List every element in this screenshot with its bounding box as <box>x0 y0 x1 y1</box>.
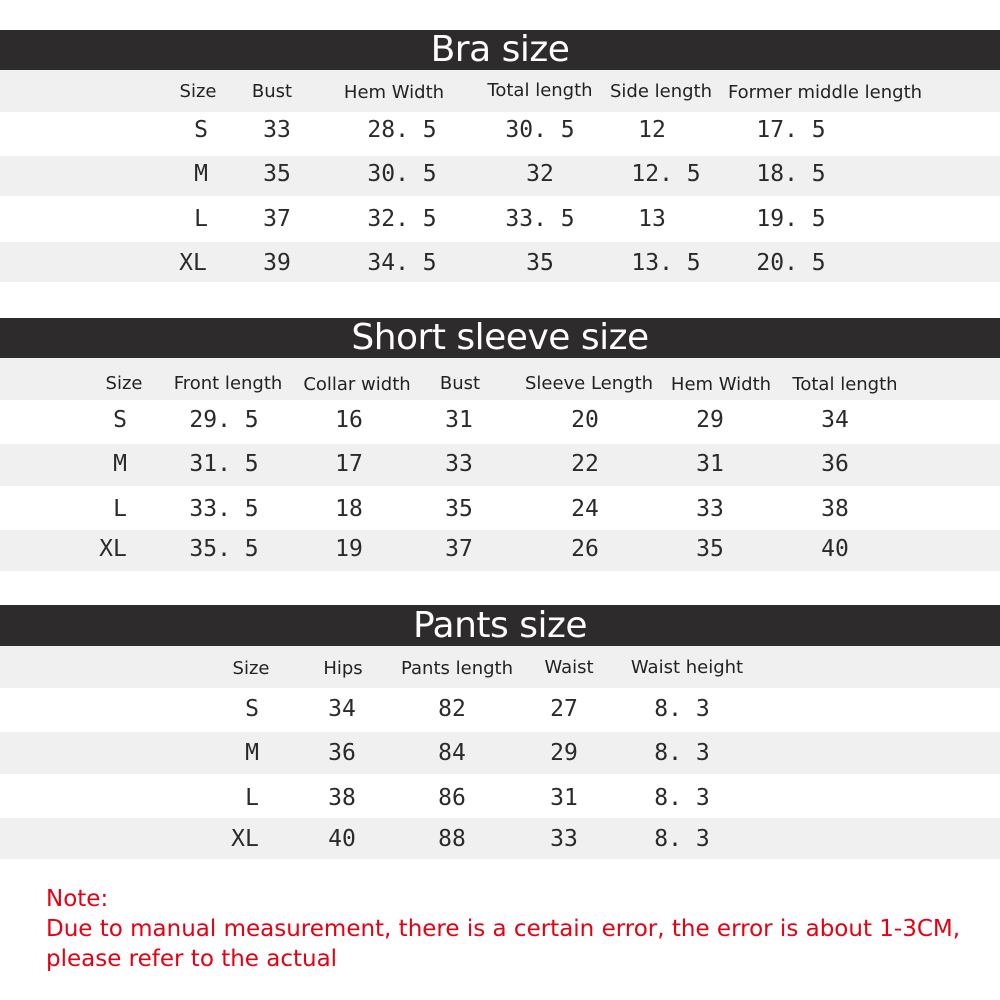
table-cell: 84 <box>438 740 466 766</box>
row-band <box>0 242 1000 282</box>
table-cell: 32. 5 <box>367 206 437 232</box>
table-cell: 33. 5 <box>505 206 575 232</box>
table-cell: 34 <box>328 696 356 722</box>
column-header: Collar width <box>303 374 411 395</box>
column-header: Waist <box>544 657 594 678</box>
table-cell: M <box>245 740 259 766</box>
column-header: Waist height <box>630 657 744 678</box>
table-cell: 8. 3 <box>654 785 710 811</box>
table-cell: L <box>113 496 127 522</box>
table-cell: 20 <box>571 407 599 433</box>
note-line: Due to manual measurement, there is a certain error, the error is about 1-3CM, <box>46 916 961 942</box>
table-cell: XL <box>99 536 127 562</box>
table-cell: M <box>113 451 127 477</box>
column-header: Total length <box>792 374 898 395</box>
table-cell: 35 <box>526 250 554 276</box>
table-cell: 37 <box>445 536 473 562</box>
table-cell: XL <box>231 826 259 852</box>
table-cell: 36 <box>821 451 849 477</box>
column-header: Total length <box>487 80 593 101</box>
row-band <box>0 444 1000 486</box>
table-cell: S <box>194 117 208 143</box>
table-cell: 33 <box>445 451 473 477</box>
column-header: Bust <box>439 373 481 394</box>
column-header: Side length <box>609 81 713 102</box>
table-cell: 29 <box>550 740 578 766</box>
table-cell: 27 <box>550 696 578 722</box>
table-cell: 18. 5 <box>756 161 826 187</box>
table-cell: 12. 5 <box>631 161 701 187</box>
table-cell: L <box>245 785 259 811</box>
table-cell: 24 <box>571 496 599 522</box>
table-cell: 35. 5 <box>189 536 259 562</box>
column-header: Hips <box>323 658 363 679</box>
measurement-note <box>46 884 966 974</box>
table-cell: 13. 5 <box>631 250 701 276</box>
table-cell: 16 <box>335 407 363 433</box>
table-cell: XL <box>179 250 207 276</box>
row-band <box>0 530 1000 571</box>
table-cell: 34. 5 <box>367 250 437 276</box>
table-cell: 31. 5 <box>189 451 259 477</box>
row-band <box>0 732 1000 774</box>
table-cell: 40 <box>328 826 356 852</box>
table-cell: 17. 5 <box>756 117 826 143</box>
table-cell: 86 <box>438 785 466 811</box>
table-cell: 20. 5 <box>756 250 826 276</box>
table-cell: 13 <box>638 206 666 232</box>
column-header: Size <box>232 658 270 679</box>
table-cell: 35 <box>696 536 724 562</box>
column-header: Hem Width <box>343 82 445 103</box>
table-cell: 31 <box>696 451 724 477</box>
table-cell: 33 <box>550 826 578 852</box>
table-cell: 35 <box>445 496 473 522</box>
table-cell: 17 <box>335 451 363 477</box>
table-cell: 22 <box>571 451 599 477</box>
table-cell: 32 <box>526 161 554 187</box>
column-header: Front length <box>173 373 283 394</box>
table-cell: 18 <box>335 496 363 522</box>
table-cell: 8. 3 <box>654 826 710 852</box>
table-cell: 8. 3 <box>654 696 710 722</box>
table-title: Pants size <box>0 605 1000 646</box>
table-cell: 26 <box>571 536 599 562</box>
table-cell: 35 <box>263 161 291 187</box>
column-header: Former middle length <box>727 82 923 103</box>
table-cell: 82 <box>438 696 466 722</box>
table-cell: 34 <box>821 407 849 433</box>
table-cell: L <box>194 206 208 232</box>
table-cell: 38 <box>821 496 849 522</box>
table-cell: S <box>113 407 127 433</box>
table-cell: 38 <box>328 785 356 811</box>
column-header: Bust <box>251 81 293 102</box>
table-cell: 37 <box>263 206 291 232</box>
table-cell: 36 <box>328 740 356 766</box>
table-cell: 12 <box>638 117 666 143</box>
table-cell: 19 <box>335 536 363 562</box>
column-header: Pants length <box>400 658 514 679</box>
note-heading: Note: <box>46 886 109 912</box>
table-cell: 39 <box>263 250 291 276</box>
column-header: Hem Width <box>670 374 772 395</box>
table-title: Bra size <box>0 30 1000 70</box>
table-cell: M <box>194 161 208 187</box>
table-cell: 30. 5 <box>367 161 437 187</box>
table-cell: 88 <box>438 826 466 852</box>
table-cell: 30. 5 <box>505 117 575 143</box>
table-cell: 33. 5 <box>189 496 259 522</box>
column-header: Sleeve Length <box>524 373 654 394</box>
column-header: Size <box>179 81 217 102</box>
row-band <box>0 818 1000 859</box>
table-cell: 33 <box>696 496 724 522</box>
table-title: Short sleeve size <box>0 318 1000 358</box>
table-cell: 28. 5 <box>367 117 437 143</box>
table-cell: 31 <box>550 785 578 811</box>
table-cell: S <box>245 696 259 722</box>
table-cell: 29 <box>696 407 724 433</box>
table-cell: 40 <box>821 536 849 562</box>
table-cell: 31 <box>445 407 473 433</box>
row-band <box>0 156 1000 196</box>
column-header: Size <box>105 373 143 394</box>
table-cell: 8. 3 <box>654 740 710 766</box>
table-cell: 33 <box>263 117 291 143</box>
table-cell: 29. 5 <box>189 407 259 433</box>
note-line: please refer to the actual <box>46 946 338 972</box>
table-cell: 19. 5 <box>756 206 826 232</box>
